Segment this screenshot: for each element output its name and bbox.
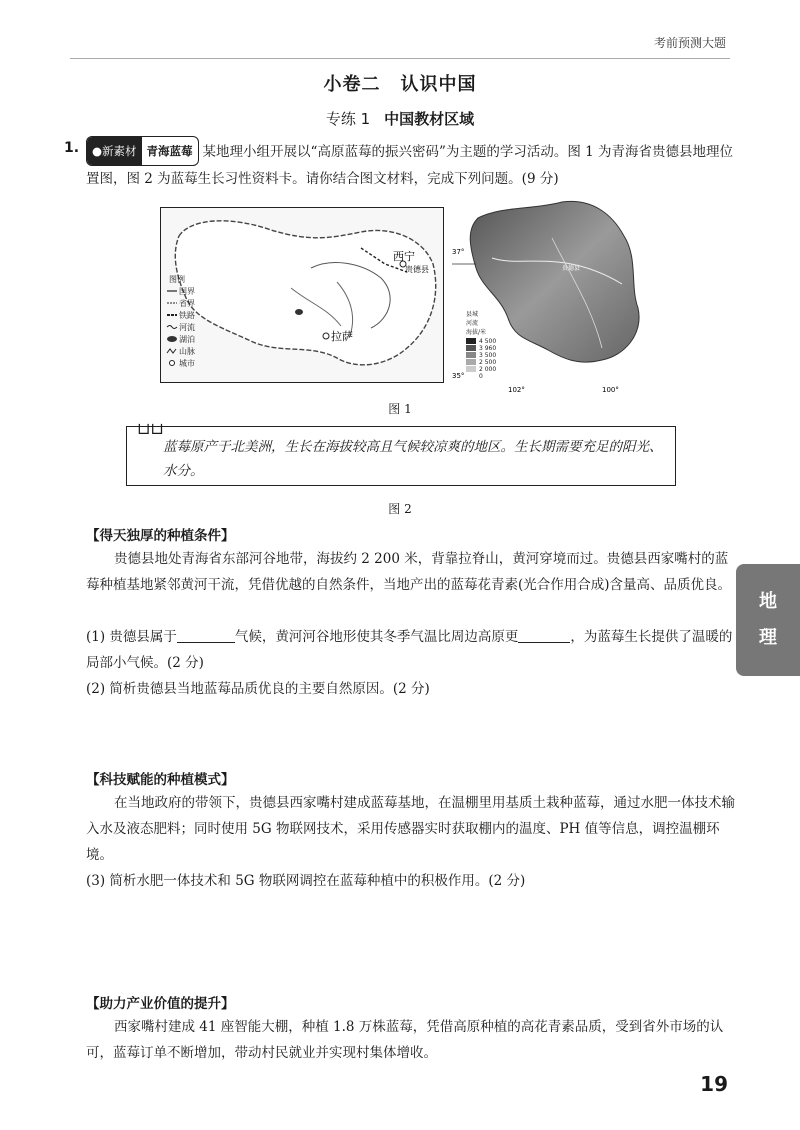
lat-top-label: 37° <box>452 248 465 256</box>
subtitle-part2: 中国教材区域 <box>384 110 475 128</box>
legend-item: 铁路 <box>179 311 195 320</box>
question-2: (2) 简析贵德县当地蓝莓品质优良的主要自然原因。(2 分) <box>86 681 430 697</box>
question-number: 1. <box>64 140 80 156</box>
county-label: 贵德县 <box>405 265 429 274</box>
page-subtitle <box>0 108 800 129</box>
section-heading: 【助力产业价值的提升】 <box>86 996 235 1012</box>
legend-value: 3 960 <box>479 345 497 352</box>
answer-blank[interactable] <box>518 628 570 643</box>
section-heading: 【得天独厚的种植条件】 <box>86 528 235 544</box>
answer-blank[interactable] <box>177 628 235 643</box>
legend-line: 县城 <box>466 311 479 318</box>
lon-left-label: 102° <box>508 386 525 394</box>
side-tab-char: 地 <box>759 591 777 612</box>
location-map <box>160 207 444 383</box>
legend-item: 国界 <box>179 287 195 296</box>
terrain-map <box>452 188 646 394</box>
ring-binder-icon: ⊔⊔ <box>137 419 164 438</box>
subject-side-tab <box>736 564 800 676</box>
map-legend <box>167 274 195 368</box>
legend-value: 3 500 <box>479 352 497 359</box>
legend-title: 图例 <box>169 275 185 284</box>
question-3: (3) 简析水肥一体技术和 5G 物联网调控在蓝莓种植中的积极作用。(2 分) <box>86 873 526 889</box>
elevation-legend <box>466 310 496 380</box>
terrain-map-drawing <box>452 188 646 394</box>
title-part2: 认识中国 <box>400 74 477 95</box>
location-map-drawing <box>161 208 443 382</box>
q1-part-a: (1) 贵德县属于 <box>86 629 177 645</box>
question-text <box>86 136 734 192</box>
material-badge <box>86 136 199 166</box>
side-tab-char: 理 <box>759 627 777 648</box>
page-title <box>0 70 800 96</box>
legend-item: 山脉 <box>179 347 195 356</box>
info-card <box>126 419 676 486</box>
q1-part-b: 气候，黄河河谷地形使其冬季气温比周边高原更 <box>234 629 519 645</box>
info-card-text: 蓝莓原产于北美洲，生长在海拔较高且气候较凉爽的地区。生长期需要充足的阳光、水分。 <box>163 439 663 479</box>
page-number: 19 <box>700 1072 728 1096</box>
lake-mark <box>295 309 303 315</box>
section-paragraph: 贵德县地处青海省东部河谷地带，海拔约 2 200 米，背靠拉脊山，黄河穿境而过。贵德县西家嘴村的蓝莓种植基地紧邻黄河干流，凭借优越的自然条件，当地产出的蓝莓花青素(光合作用合成)含量高、品质优良。 <box>86 551 732 593</box>
lasa-label: 拉萨 <box>331 330 353 343</box>
question-1 <box>86 624 736 676</box>
section-paragraph: 在当地政府的带领下，贵德县西家嘴村建成蓝莓基地，在温棚里用基质土栽种蓝莓，通过水肥一体技术输入水及液态肥料；同时使用 5G 物联网技术，采用传感器实时获取棚内的温度、PH 值等信息，调控温棚环境。 <box>86 795 735 863</box>
question-body: 某地理小组开展以“高原蓝莓的振兴密码”为主题的学习活动。图 1 为青海省贵德县地理位置图，图 2 为蓝莓生长习性资料卡。请你结合图文材料，完成下列问题。(9 分) <box>86 144 734 187</box>
header-tag: 考前预测大题 <box>653 36 726 50</box>
lat-bottom-label: 35° <box>452 372 465 380</box>
legend-value: 0 <box>479 373 483 380</box>
legend-value: 4 500 <box>479 338 497 345</box>
legend-item: 城市 <box>179 359 195 368</box>
figure1-caption: 图 1 <box>388 402 412 416</box>
lightbulb-icon: ● <box>92 144 103 158</box>
xining-label: 西宁 <box>393 250 415 263</box>
q1-part-c: ，为蓝莓生长提供了温暖的局部小气候。(2 分) <box>86 629 733 671</box>
header-divider <box>70 58 730 59</box>
legend-value: 2 000 <box>479 366 497 373</box>
section-heading: 【科技赋能的种植模式】 <box>86 772 235 788</box>
legend-value: 2 500 <box>479 359 497 366</box>
legend-line: 河流 <box>466 320 479 327</box>
county-map-label: 贵德县 <box>562 265 581 272</box>
badge-new: 新素材 <box>102 144 137 158</box>
title-part1: 小卷二 <box>323 74 381 95</box>
legend-line: 海拔/米 <box>466 329 487 336</box>
lon-right-label: 100° <box>602 386 619 394</box>
badge-topic: 青海蓝莓 <box>146 144 193 158</box>
section-paragraph: 西家嘴村建成 41 座智能大棚，种植 1.8 万株蓝莓，凭借高原种植的高花青素品质，受到省外市场的认可，蓝莓订单不断增加，带动村民就业并实现村集体增收。 <box>86 1019 724 1061</box>
legend-item: 河流 <box>179 323 195 332</box>
legend-item: 省界 <box>179 299 195 308</box>
legend-item: 湖泊 <box>179 335 195 344</box>
lasa-city-mark <box>323 333 329 339</box>
figure2-caption: 图 2 <box>388 502 412 516</box>
subtitle-part1: 专练 1 <box>325 110 371 128</box>
